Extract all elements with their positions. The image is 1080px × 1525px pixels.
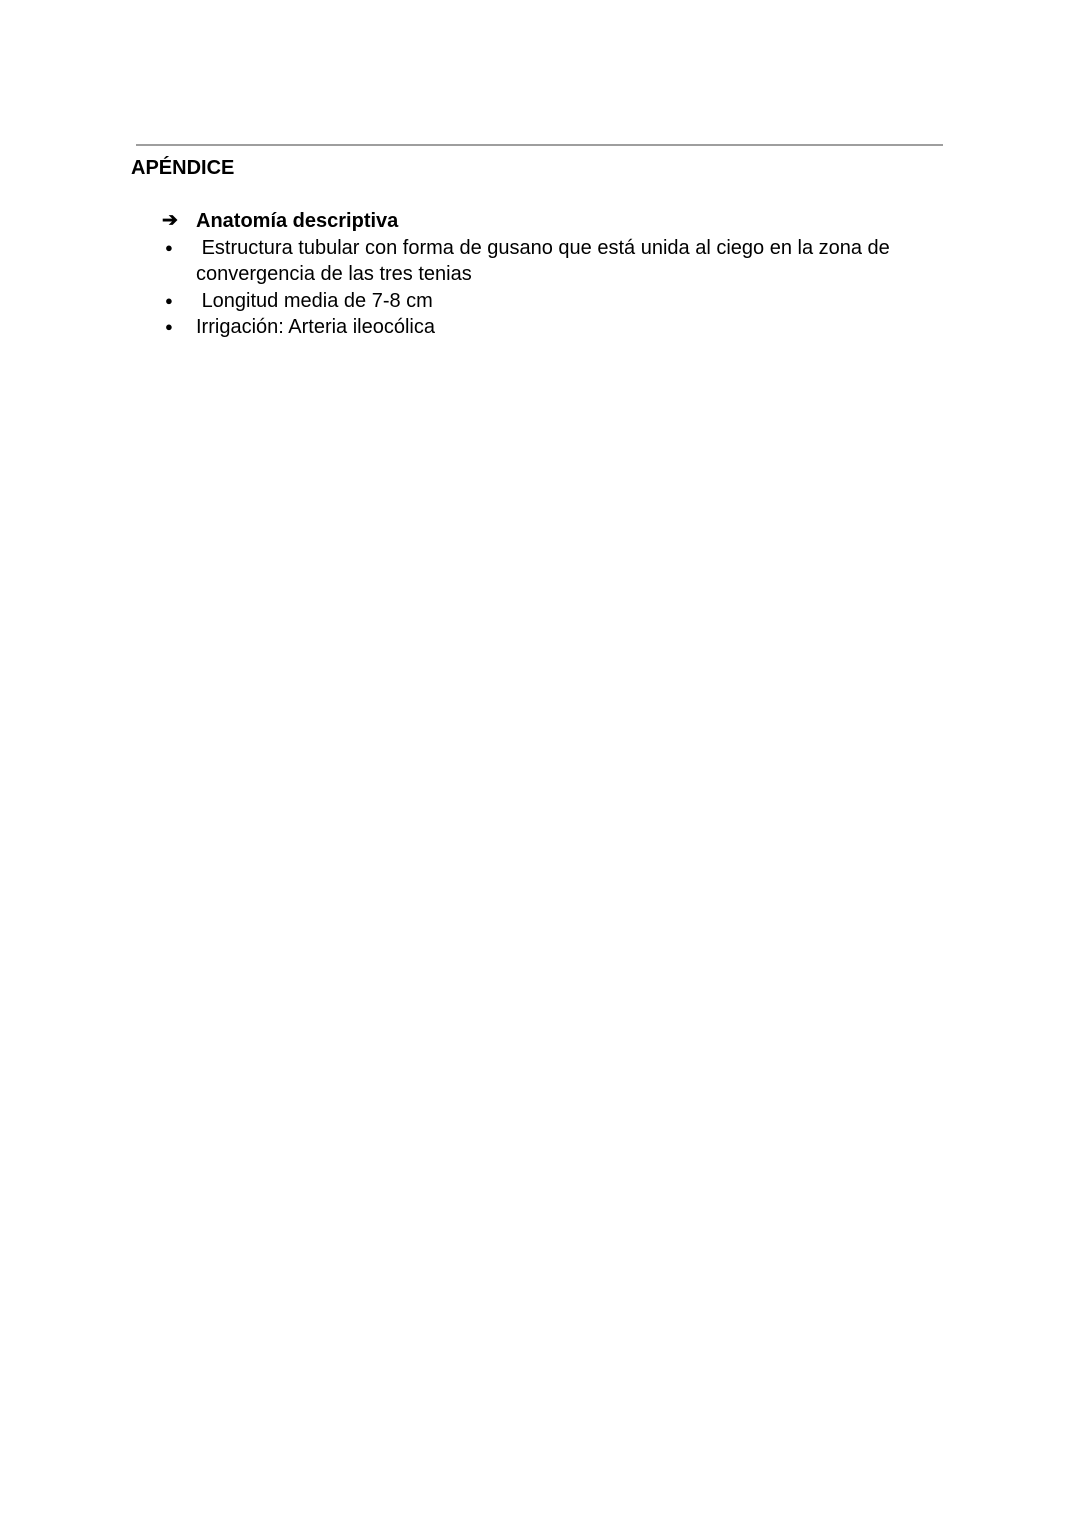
list-heading [160,208,920,235]
list-item [160,288,920,315]
content-list [160,208,920,341]
arrow-icon: ➔ [162,210,178,231]
list-heading-text: Anatomía descriptiva [196,210,399,232]
list-item-text: Estructura tubular con forma de gusano que está unida al ciego en la zona de convergencia de las tres tenias [196,236,896,285]
list-item-text: Longitud media de 7-8 cm [196,289,433,312]
list-item [160,314,920,341]
bullet-icon: ● [165,239,173,255]
horizontal-divider [136,144,943,146]
bullet-icon: ● [165,319,173,334]
bullet-icon: ● [165,292,173,308]
list-item [160,235,920,288]
section-title: APÉNDICE [131,157,235,179]
list-item-text: Irrigación: Arteria ileocólica [196,316,435,338]
